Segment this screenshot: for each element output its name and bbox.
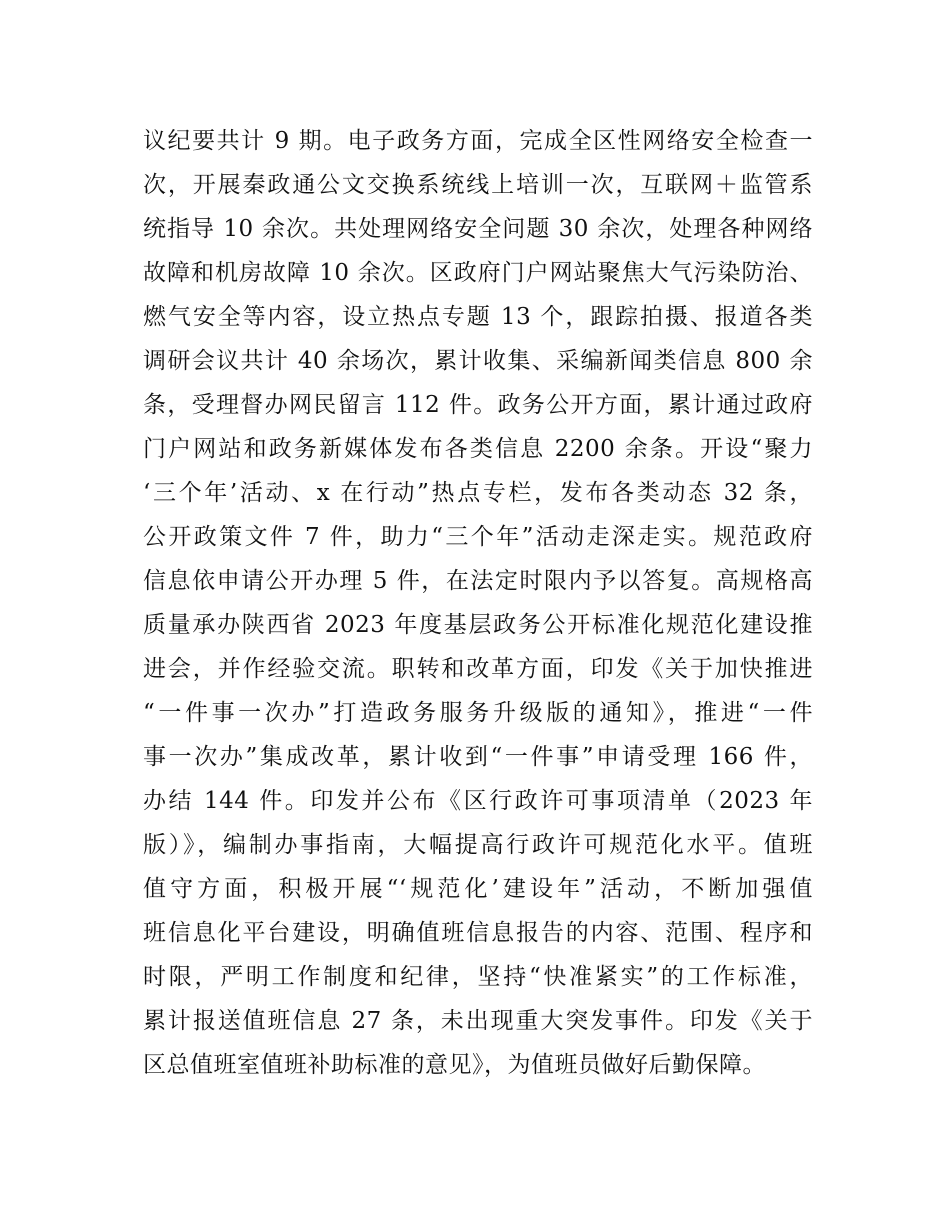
text-line: 质量承办陕西省 2023 年度基层政务公开标准化规范化建设推 [143, 612, 813, 638]
text-line: 议纪要共计 9 期。电子政务方面，完成全区性网络安全检查一 [143, 128, 813, 154]
text-line: 办结 144 件。印发并公布《区行政许可事项清单（2023 年 [143, 788, 813, 814]
text-line: 班信息化平台建设，明确值班信息报告的内容、范围、程序和 [143, 920, 813, 946]
text-line: 故障和机房故障 10 余次。区政府门户网站聚焦大气污染防治、 [143, 260, 813, 286]
body-paragraph [143, 119, 813, 1087]
text-line: 时限，严明工作制度和纪律，坚持“快准紧实”的工作标准， [143, 964, 813, 990]
text-line: 信息依申请公开办理 5 件，在法定时限内予以答复。高规格高 [143, 568, 813, 594]
text-line: 门户网站和政务新媒体发布各类信息 2200 余条。开设“聚力 [143, 436, 813, 462]
text-line: “一件事一次办”打造政务服务升级版的通知》，推进“一件 [143, 700, 813, 726]
text-line: 区总值班室值班补助标准的意见》，为值班员做好后勤保障。 [143, 1052, 766, 1078]
text-line: 条，受理督办网民留言 112 件。政务公开方面，累计通过政府 [143, 392, 813, 418]
text-line: 统指导 10 余次。共处理网络安全问题 30 余次，处理各种网络 [143, 216, 813, 242]
text-line: 累计报送值班信息 27 条，未出现重大突发事件。印发《关于 [143, 1008, 813, 1034]
text-line: 公开政策文件 7 件，助力“三个年”活动走深走实。规范政府 [143, 524, 813, 550]
text-line: 版）》，编制办事指南，大幅提高行政许可规范化水平。值班 [143, 832, 813, 858]
text-line: ‘三个年’活动、x 在行动”热点专栏，发布各类动态 32 条， [143, 480, 813, 506]
text-line: 事一次办”集成改革，累计收到“一件事”申请受理 166 件， [143, 744, 813, 770]
text-line: 进会，并作经验交流。职转和改革方面，印发《关于加快推进 [143, 656, 813, 682]
text-line: 次，开展秦政通公文交换系统线上培训一次，互联网＋监管系 [143, 172, 813, 198]
text-line: 调研会议共计 40 余场次，累计收集、采编新闻类信息 800 余 [143, 348, 813, 374]
text-line: 值守方面，积极开展“‘规范化’建设年”活动，不断加强值 [143, 876, 813, 902]
text-line: 燃气安全等内容，设立热点专题 13 个，跟踪拍摄、报道各类 [143, 304, 813, 330]
